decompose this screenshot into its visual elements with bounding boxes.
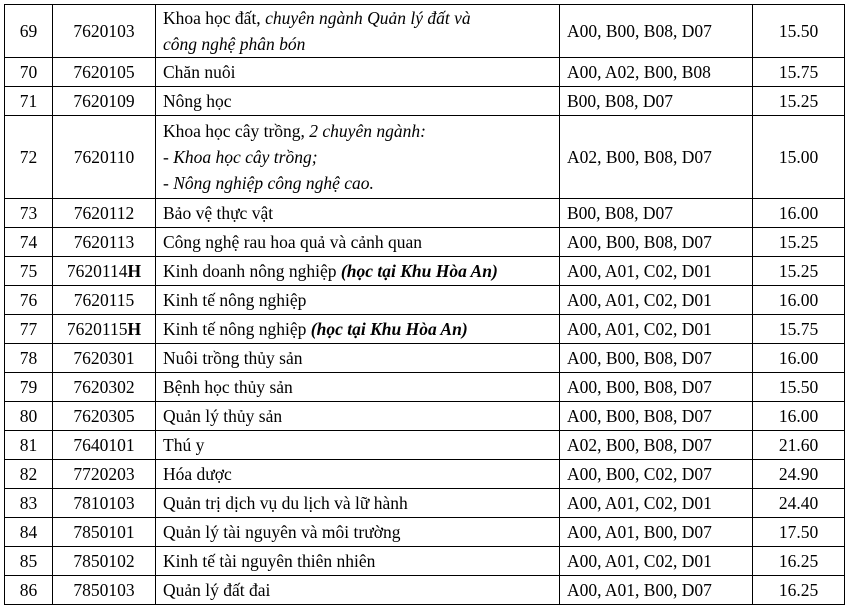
subject-combinations: A00, B00, B08, D07: [560, 228, 753, 257]
table-row: [5, 547, 845, 576]
campus-note: (học tại Khu Hòa An): [310, 318, 468, 339]
program-code: [53, 257, 156, 286]
row-number: 85: [5, 547, 53, 576]
subject-combinations: A00, B00, B08, D07: [560, 344, 753, 373]
program-code: [53, 5, 156, 58]
row-number: 74: [5, 228, 53, 257]
cutoff-score: 21.60: [753, 431, 845, 460]
table-row: [5, 489, 845, 518]
program-name: [156, 315, 560, 344]
program-name: Nông học: [156, 87, 560, 116]
program-name: Quản lý đất đai: [156, 576, 560, 605]
program-name: Quản lý tài nguyên và môi trường: [156, 518, 560, 547]
program-code: 7620112: [53, 199, 156, 228]
subject-combinations: B00, B08, D07: [560, 87, 753, 116]
program-name: Quản trị dịch vụ du lịch và lữ hành: [156, 489, 560, 518]
table-row: [5, 315, 845, 344]
table-row: [5, 373, 845, 402]
table-row: [5, 199, 845, 228]
cutoff-score: 16.25: [753, 547, 845, 576]
program-name-line-1: [163, 118, 552, 144]
cutoff-score: 24.90: [753, 460, 845, 489]
subject-combinations: A00, A01, C02, D01: [560, 315, 753, 344]
subject-combinations: A00, B00, B08, D07: [560, 373, 753, 402]
program-code: 7620115: [53, 286, 156, 315]
cutoff-score: 16.00: [753, 344, 845, 373]
cutoff-score: 24.40: [753, 489, 845, 518]
row-number: 76: [5, 286, 53, 315]
program-name-text: Kinh doanh nông nghiệp: [163, 260, 341, 281]
program-specialization: 2 chuyên ngành:: [309, 121, 426, 141]
subject-combinations: A00, A01, C02, D01: [560, 286, 753, 315]
program-name: Công nghệ rau hoa quả và cảnh quan: [156, 228, 560, 257]
row-number: 86: [5, 576, 53, 605]
cutoff-score: 15.25: [753, 87, 845, 116]
cutoff-score: 16.00: [753, 199, 845, 228]
table-row: [5, 402, 845, 431]
program-name: Kinh tế nông nghiệp: [156, 286, 560, 315]
campus-suffix: H: [127, 260, 142, 281]
subject-combinations: A00, A01, C02, D01: [560, 257, 753, 286]
row-number: 71: [5, 87, 53, 116]
row-number: 70: [5, 58, 53, 87]
program-name-line-2: - Khoa học cây trồng;: [163, 147, 318, 167]
program-code: 7620105: [53, 58, 156, 87]
cutoff-score: 15.50: [753, 373, 845, 402]
row-number: 81: [5, 431, 53, 460]
table-row: [5, 5, 845, 58]
program-name-text: Khoa học cây trồng,: [163, 121, 310, 141]
program-specialization: chuyên ngành Quản lý đất và: [265, 8, 471, 28]
program-code: 7720203: [53, 460, 156, 489]
program-code-text: 7620115: [66, 318, 128, 339]
program-code: 7620302: [53, 373, 156, 402]
row-number: 75: [5, 257, 53, 286]
program-code: 7640101: [53, 431, 156, 460]
table-row: [5, 460, 845, 489]
cutoff-score: 15.50: [753, 5, 845, 58]
program-name: Thú y: [156, 431, 560, 460]
row-number: 77: [5, 315, 53, 344]
cutoff-score: 16.25: [753, 576, 845, 605]
program-name: Chăn nuôi: [156, 58, 560, 87]
program-name: Kinh tế tài nguyên thiên nhiên: [156, 547, 560, 576]
program-code: 7620110: [53, 116, 156, 199]
cutoff-score: 16.00: [753, 286, 845, 315]
program-code: 7850103: [53, 576, 156, 605]
row-number: 69: [5, 5, 53, 58]
program-name: [156, 116, 560, 199]
subject-combinations: A02, B00, B08, D07: [560, 116, 753, 199]
program-name: Quản lý thủy sản: [156, 402, 560, 431]
table-row: [5, 344, 845, 373]
cutoff-score: 15.25: [753, 257, 845, 286]
program-code: 7620113: [53, 228, 156, 257]
row-number: 84: [5, 518, 53, 547]
table-row: [5, 431, 845, 460]
row-number: 80: [5, 402, 53, 431]
subject-combinations: A00, A01, C02, D01: [560, 489, 753, 518]
table-row: [5, 518, 845, 547]
cutoff-score: 15.75: [753, 58, 845, 87]
subject-combinations: A00, A01, B00, D07: [560, 576, 753, 605]
program-name-line-2: công nghệ phân bón: [163, 34, 306, 54]
program-name-line-3: - Nông nghiệp công nghệ cao.: [163, 173, 374, 193]
program-name: Bệnh học thủy sản: [156, 373, 560, 402]
admission-scores-table: [4, 4, 845, 605]
row-number: 82: [5, 460, 53, 489]
program-code: 7850102: [53, 547, 156, 576]
subject-combinations: A00, A02, B00, B08: [560, 58, 753, 87]
program-code: 7620305: [53, 402, 156, 431]
row-number: 79: [5, 373, 53, 402]
subject-combinations: A00, A01, B00, D07: [560, 518, 753, 547]
row-number: 72: [5, 116, 53, 199]
table-row: [5, 87, 845, 116]
program-name-line-1: [163, 5, 552, 31]
subject-combinations: A00, A01, C02, D01: [560, 547, 753, 576]
program-name-text: Kinh tế nông nghiệp: [163, 318, 311, 339]
table-row: [5, 116, 845, 199]
table-row: [5, 58, 845, 87]
subject-combinations: A00, B00, B08, D07: [560, 402, 753, 431]
row-number: 83: [5, 489, 53, 518]
table-row: [5, 286, 845, 315]
program-code: 7620301: [53, 344, 156, 373]
cutoff-score: 17.50: [753, 518, 845, 547]
program-code-text: 7620103: [73, 20, 135, 41]
program-name: Bảo vệ thực vật: [156, 199, 560, 228]
table-row: [5, 228, 845, 257]
campus-note: (học tại Khu Hòa An): [340, 260, 498, 281]
table-row: [5, 576, 845, 605]
row-number: 78: [5, 344, 53, 373]
subject-combinations: A00, B00, B08, D07: [560, 5, 753, 58]
program-code: 7620109: [53, 87, 156, 116]
table-row: [5, 257, 845, 286]
row-number: 73: [5, 199, 53, 228]
cutoff-score: 16.00: [753, 402, 845, 431]
cutoff-score: 15.75: [753, 315, 845, 344]
cutoff-score: 15.00: [753, 116, 845, 199]
program-code: [53, 315, 156, 344]
subject-combinations: B00, B08, D07: [560, 199, 753, 228]
program-name: [156, 257, 560, 286]
program-code: 7810103: [53, 489, 156, 518]
program-name: [156, 5, 560, 58]
subject-combinations: A00, B00, C02, D07: [560, 460, 753, 489]
program-name: Nuôi trồng thủy sản: [156, 344, 560, 373]
campus-suffix: H: [127, 318, 142, 339]
program-code: 7850101: [53, 518, 156, 547]
program-name: Hóa dược: [156, 460, 560, 489]
subject-combinations: A02, B00, B08, D07: [560, 431, 753, 460]
program-name-text: Khoa học đất,: [163, 8, 266, 28]
cutoff-score: 15.25: [753, 228, 845, 257]
program-code-text: 7620114: [66, 260, 128, 281]
